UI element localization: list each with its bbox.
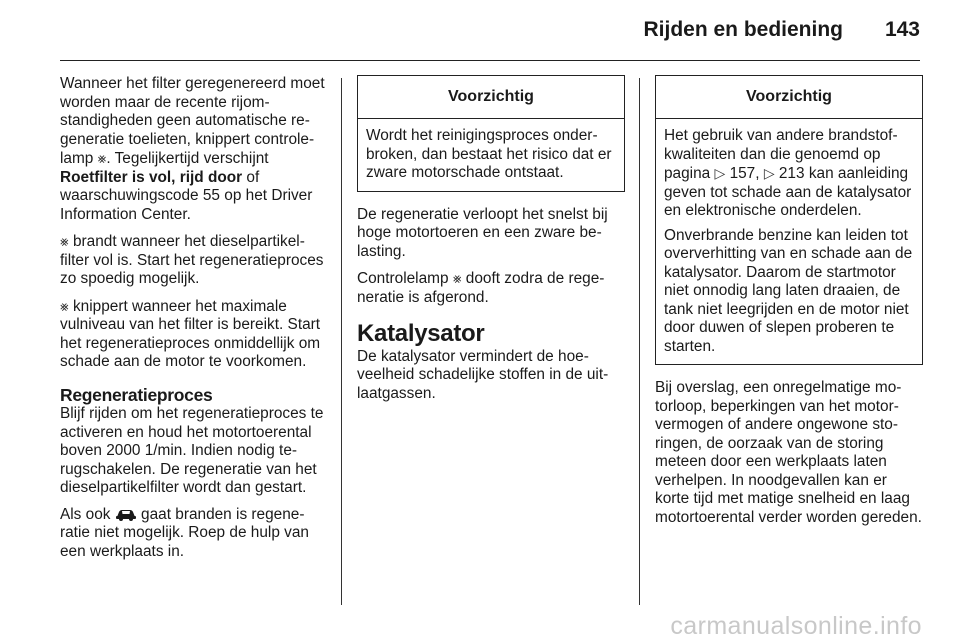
paragraph-catalytic-converter: De katalysator vermindert de hoeveelheid schadelijke stoffen in de uitlaatgassen.: [357, 347, 609, 402]
display-message: Roetfilter is vol, rijd door: [60, 168, 243, 186]
car-engine-icon: [115, 507, 137, 521]
warning-box-interruption: [357, 75, 625, 192]
warning-unburnt-fuel: Onverbrande benzine kan leiden tot oververhitting van en schade aan de katalysator. Daarom de startmotor niet onnodig lang laten draaien, de tank niet leegrijden en de motor niet door duwen of slepen proberen te starten.: [664, 226, 913, 355]
warning-body: [656, 119, 922, 364]
warning-title: Voorzichtig: [656, 76, 922, 119]
paragraph-filter-max: ⨳ knippert wanneer het maximale vulniveau van het filter is bereikt. Start het regeneratieproces onmiddellijk om schade aan de motor te voorkomen.: [60, 297, 321, 370]
paragraph-regeneration-speed: De regeneratie verloopt het snelst bij hoge motortoeren en een zware belasting.: [357, 205, 608, 260]
paragraph-engine-lamp: Als ook gaat branden is regeneratie niet mogelijk. Roep de hulp van een werkplaats in.: [60, 505, 309, 560]
page-reference-arrow-icon: ▷: [763, 165, 775, 181]
paragraph-misfire: Bij overslag, een onregelmatige motorloop, beperkingen van het motorvermogen of andere ongewone storingen, de oorzaak van de storing meteen door een werkplaats laten verhelpen. In noodgevallen kan er korte tijd met matige snelheid en laag motortoerental verder worden gereden.: [655, 379, 922, 526]
warning-box-fuel: [655, 75, 923, 365]
column-2: [357, 75, 625, 411]
heading-regeneration: Regeneratieproces: [60, 384, 213, 405]
paragraph-regeneration-process: Blijf rijden om het regeneratieproces te activeren en houd het motortoerental boven 2000 1/min. Indien nodig terugschakelen. De regeneratie van het dieselpartikelfilter wordt dan gestart.: [60, 405, 324, 496]
page-reference-link[interactable]: 213: [778, 165, 805, 182]
header-rule: [60, 60, 920, 61]
diesel-particle-filter-icon: ⨳: [452, 270, 462, 286]
heading-catalytic-converter: Katalysator: [357, 320, 485, 347]
page-header: [0, 0, 960, 60]
paragraph-filter-full: ⨳ brandt wanneer het dieselpartikelfilter vol is. Start het regeneratieproces zo spoedig mogelijk.: [60, 233, 324, 287]
warning-title: Voorzichtig: [358, 76, 624, 119]
header-title: Rijden en bediening: [643, 18, 843, 41]
page-reference-link[interactable]: 157: [729, 165, 756, 182]
diesel-particle-filter-icon: ⨳: [60, 233, 69, 249]
page-reference-arrow-icon: ▷: [714, 165, 726, 181]
column-3: [655, 75, 923, 535]
warning-text: Wordt het reinigingsproces onderbroken, dan bestaat het risico dat er zware motorschade ontstaat.: [366, 127, 612, 181]
diesel-particle-filter-icon: ⨳: [97, 150, 107, 166]
column-divider-1: [341, 78, 342, 605]
column-1: [60, 75, 328, 569]
warning-fuel-quality: Het gebruik van andere brandstofkwaliteiten dan die genoemd op pagina ▷ 157, ▷ 213 kan aanleiding geven tot schade aan de katalysator en elektronische onderdelen.: [664, 127, 912, 219]
paragraph-lamp-off: Controlelamp ⨳ dooft zodra de regeneratie is afgerond.: [357, 270, 605, 306]
column-divider-2: [639, 78, 640, 605]
warning-body: [358, 119, 624, 191]
paragraph-filter-regeneration: Wanneer het filter geregenereerd moet worden maar de recente rijomstandigheden geen automatische regeneratie toelieten, knippert controlelamp ⨳. Tegelijkertijd verschijnt Roetfilter is vol, rijd door of waarschuwingscode 55 op het Driver Information Center.: [60, 75, 325, 223]
watermark: carmanualsonline.info: [670, 612, 922, 640]
diesel-particle-filter-icon: ⨳: [60, 297, 69, 314]
page-number: 143: [884, 18, 920, 41]
